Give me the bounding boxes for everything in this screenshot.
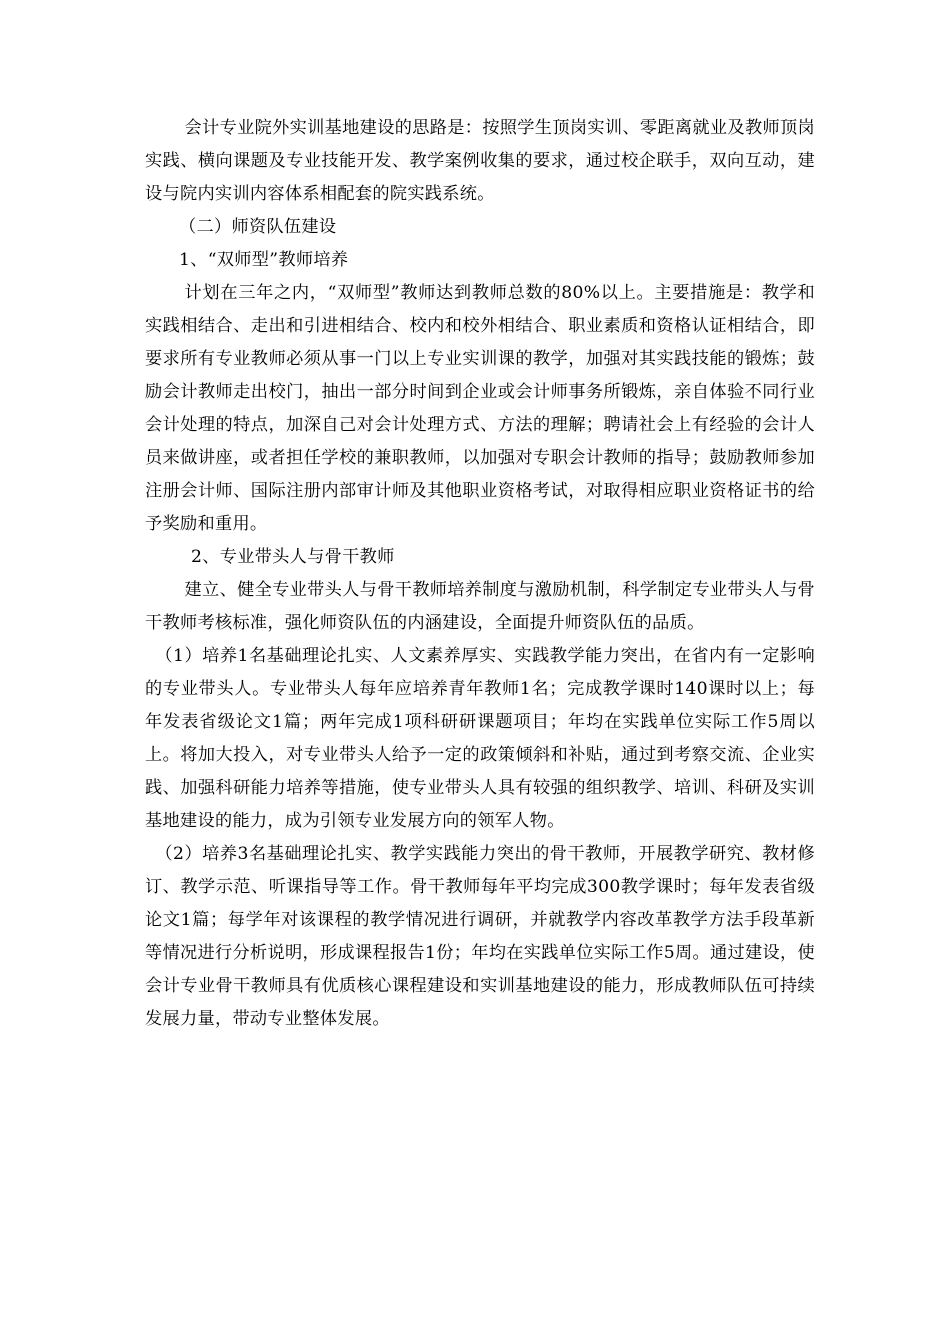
subheading-leader-backbone: 2、专业带头人与骨干教师 (191, 547, 395, 567)
paragraph-dual-teacher: 计划在三年之内，“双师型”教师达到教师总数的80%以上。主要措施是：教学和实践相结合、走出和引进相结合、校内和校外相结合、职业素质和资格认证相结合，即要求所有专业教师必须从事一门以上专业实训课的教学，加强对其实践技能的锻炼；鼓励会计教师走出校门，抽出一部分时间到企业或会计师事务所锻炼，亲自体验不同行业会计处理的特点，加深自己对会计处理方式、方法的理解；聘请社会上有经验的会计人员来做讲座，或者担任学校的兼职教师，以加强对专职会计教师的指导；鼓励教师参加注册会计师、国际注册内部审计师及其他职业资格考试，对取得相应职业资格证书的给予奖励和重用。 (145, 283, 815, 534)
paragraph-practice-base: 会计专业院外实训基地建设的思路是：按照学生顶岗实训、零距离就业及教师顶岗实践、横向课题及专业技能开发、教学案例收集的要求，通过校企联手，双向互动，建设与院内实训内容体系相配套的院实践系统。 (145, 118, 815, 204)
section-heading-faculty: （二）师资队伍建设 (179, 217, 337, 237)
subheading-dual-teacher: 1、“双师型”教师培养 (179, 250, 349, 270)
paragraph-leader-backbone: 建立、健全专业带头人与骨干教师培养制度与激励机制，科学制定专业带头人与骨干教师考核标准，强化师资队伍的内涵建设，全面提升师资队伍的品质。 (145, 580, 815, 633)
document-body (145, 112, 815, 1036)
paragraph-item-2: （2）培养3名基础理论扎实、教学实践能力突出的骨干教师，开展教学研究、教材修订、教学示范、听课指导等工作。骨干教师每年平均完成300教学课时；每年发表省级论文1篇；每学年对该课程的教学情况进行调研，并就教学内容改革教学方法手段革新等情况进行分析说明，形成课程报告1份；年均在实践单位实际工作5周。通过建设，使会计专业骨干教师具有优质核心课程建设和实训基地建设的能力，形成教师队伍可持续发展力量，带动专业整体发展。 (145, 844, 815, 1029)
paragraph-item-1: （1）培养1名基础理论扎实、人文素养厚实、实践教学能力突出，在省内有一定影响的专业带头人。专业带头人每年应培养青年教师1名；完成教学课时140课时以上；每年发表省级论文1篇；两年完成1项科研研课题项目；年均在实践单位实际工作5周以上。将加大投入，对专业带头人给予一定的政策倾斜和补贴，通过到考察交流、企业实践、加强科研能力培养等措施，使专业带头人具有较强的组织教学、培训、科研及实训基地建设的能力，成为引领专业发展方向的领军人物。 (145, 646, 815, 831)
